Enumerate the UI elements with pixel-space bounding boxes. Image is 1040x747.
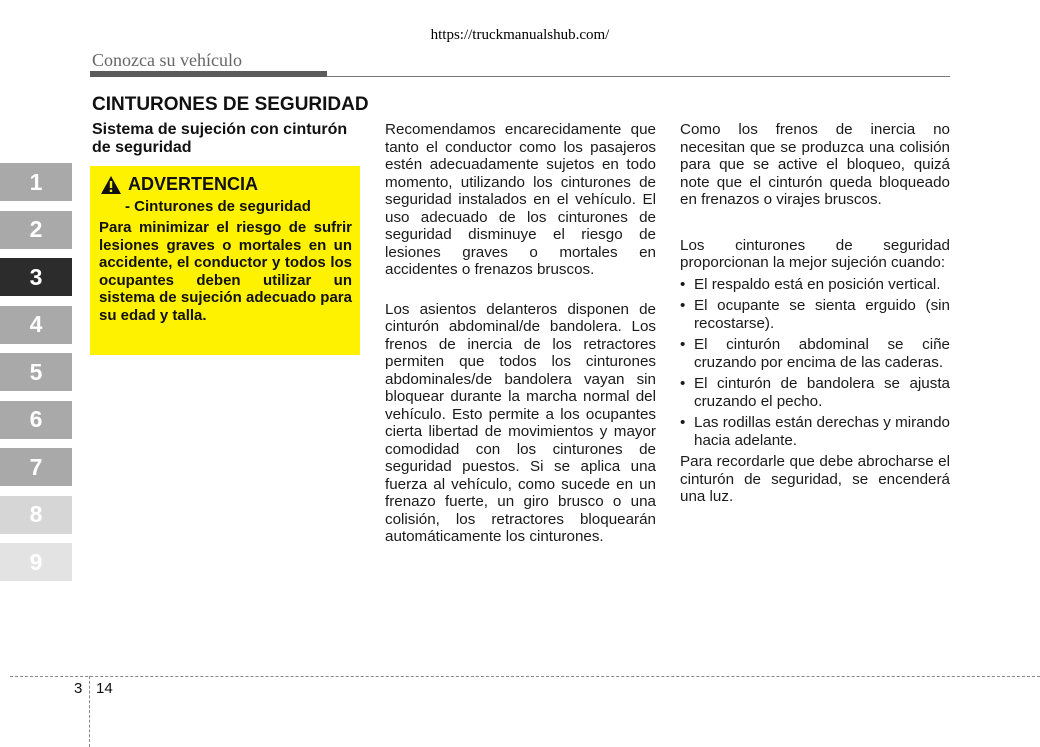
paragraph: Como los frenos de inercia no necesitan que se produzca una colisión para que se active el bloqueo, quizá note que el cinturón queda bloqueado en frenazos o virajes bruscos. (680, 121, 950, 208)
source-url[interactable]: https://truckmanualshub.com/ (430, 27, 610, 43)
warning-title: ADVERTENCIA (128, 174, 259, 194)
chapter-tab-4[interactable]: 4 (0, 306, 72, 344)
bullet-icon: • (680, 414, 686, 431)
chapter-tab-2[interactable]: 2 (0, 211, 72, 249)
chapter-tab-3[interactable]: 3 (0, 258, 72, 296)
list-item: • El respaldo está en posición vertical. (680, 275, 941, 293)
bullet-icon: • (680, 297, 686, 314)
list-item: • El cinturón abdominal se ciñe cruzando por encima de las caderas. (680, 336, 950, 371)
chapter-tab-7[interactable]: 7 (0, 448, 72, 486)
section-header: Conozca su vehículo (92, 50, 242, 70)
bullet-list (680, 276, 950, 450)
bullet-icon: • (680, 336, 686, 353)
header-rule-thin (327, 76, 950, 77)
warning-box (90, 166, 360, 355)
chapter-tab-8[interactable]: 8 (0, 496, 72, 534)
paragraph: Para recordarle que debe abrocharse el cinturón de seguridad, se encenderá una luz. (680, 453, 950, 505)
paragraph: Los cinturones de seguridad proporcionan la mejor sujeción cuando: (680, 236, 950, 271)
right-column (680, 121, 950, 506)
chapter-tab-6[interactable]: 6 (0, 401, 72, 439)
footer-divider (10, 676, 1040, 677)
warning-body: Para minimizar el riesgo de sufrir lesiones graves o mortales en un accidente, el conductor y todos los ocupantes deben utilizar un sistema de sujeción adecuado para su edad y talla. (99, 219, 352, 324)
footer-page-divider (89, 676, 90, 747)
header-rule-dark (90, 71, 327, 77)
warning-triangle-icon (100, 175, 122, 195)
middle-column (385, 121, 656, 546)
list-item: • El cinturón de bandolera se ajusta cruzando el pecho. (680, 375, 950, 410)
subheading: Sistema de sujeción con cinturón de seguridad (92, 121, 348, 156)
footer-chapter-number: 3 (74, 680, 83, 697)
list-item: • El ocupante se sienta erguido (sin recostarse). (680, 297, 950, 332)
chapter-tab-1[interactable]: 1 (0, 163, 72, 201)
list-item: • Las rodillas están derechas y mirando hacia adelante. (680, 414, 950, 449)
paragraph: Los asientos delanteros disponen de cinturón abdominal/de bandolera. Los frenos de inercia de los retractores permiten que todos los cinturones abdominales/de bandolera vayan sin bloquear durante la marcha normal del vehículo. Esto permite a los ocupantes cierta libertad de movimientos y mayor comodidad con los cinturones de seguridad puestos. Si se aplica una fuerza al vehículo, como sucede en un frenazo fuerte, un giro brusco o una colisión, los retractores bloquearán automáticamente los cinturones. (385, 300, 656, 545)
bullet-icon: • (680, 275, 686, 293)
page-title: CINTURONES DE SEGURIDAD (92, 94, 369, 115)
warning-subtitle: - Cinturones de seguridad (125, 198, 311, 215)
bullet-icon: • (680, 375, 686, 392)
chapter-tab-5[interactable]: 5 (0, 353, 72, 391)
chapter-tab-9[interactable]: 9 (0, 543, 72, 581)
footer-page-number: 14 (96, 680, 113, 697)
chapter-tabs (0, 163, 72, 591)
warning-heading (100, 174, 352, 195)
paragraph: Recomendamos encarecidamente que tanto el conductor como los pasajeros estén adecuadamente sujetos en todo momento, utilizando los cinturones de seguridad instalados en el vehículo. El uso adecuado de los cinturones de seguridad disminuye el riesgo de lesiones graves o mortales en accidentes o frenazos bruscos. (385, 121, 656, 278)
